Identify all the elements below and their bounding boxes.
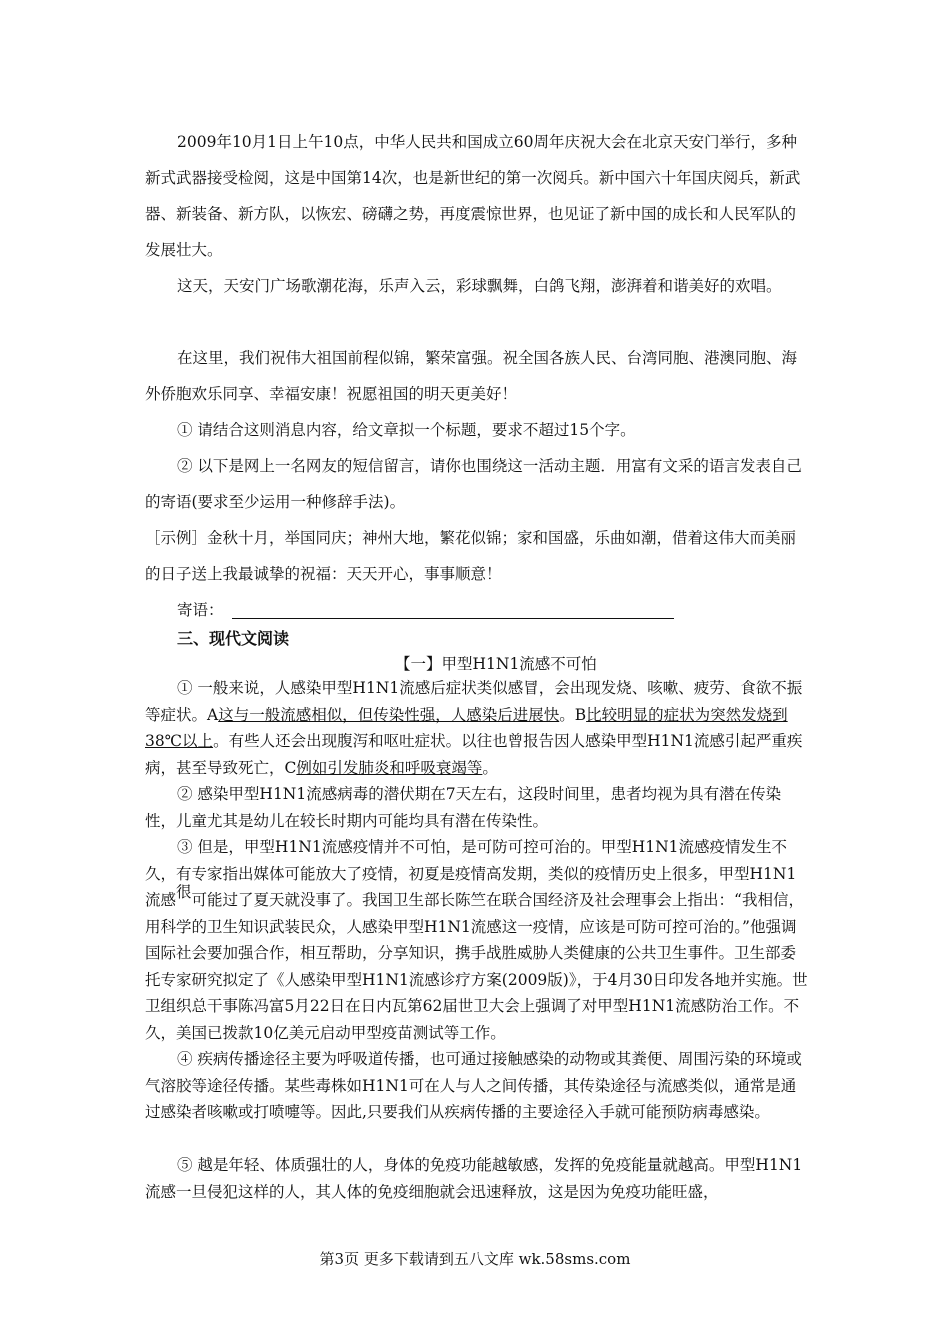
article-paragraph-3: [145, 834, 810, 1046]
underlined-sentence-c: 例如引发肺炎和呼吸衰竭等: [296, 758, 483, 777]
answer-blank-line[interactable]: [232, 600, 674, 619]
section-heading: 三、现代文阅读: [177, 629, 290, 648]
underlined-sentence-a: 这与一般流感相似，但传染性强，人感染后进展快: [218, 705, 560, 724]
underlined-sentence-b: 比较明显的症状为突然发烧到38℃以上: [145, 705, 788, 750]
answer-row: [145, 592, 810, 628]
page-footer: 第3页 更多下载请到五八文库 wk.58sms.com: [319, 1250, 631, 1268]
question-2: ② 以下是网上一名网友的短信留言，请你也围绕这一活动主题．用富有文采的语言发表自己的寄语(要求至少运用一种修辞手法)。: [145, 457, 802, 511]
article-paragraph-1: [145, 675, 810, 781]
article-paragraph-5: ⑤ 越是年轻、体质强壮的人，身体的免疫功能越敏感，发挥的免疫能量就越高。甲型H1N1流感一旦侵犯这样的人，其人体的免疫细胞就会迅速释放，这是因为免疫功能旺盛，: [145, 1156, 803, 1201]
article-paragraph-4: ④ 疾病传播途径主要为呼吸道传播，也可通过接触感染的动物或其粪便、周围污染的环境或气溶胶等途径传播。某些毒株如H1N1可在人与人之间传播，其传染途径与流感类似，通常是通过感染者咳嗽或打喷嚏等。因此,只要我们从疾病传播的主要途径入手就可能预防病毒感染。: [145, 1050, 802, 1121]
p1-text-b: 。B: [559, 705, 587, 724]
news-paragraph-3: 在这里，我们祝伟大祖国前程似锦，繁荣富强。祝全国各族人民、台湾同胞、港澳同胞、海外侨胞欢乐同享、幸福安康！祝愿祖国的明天更美好！: [145, 349, 798, 403]
p3-text-b: 可能过了夏天就没事了。我国卫生部长陈竺在联合国经济及社会理事会上指出：“我相信，用科学的卫生知识武装民众，人感染甲型H1N1流感这一疫情，应该是可防可控可治的。”他强调国际社会要加强合作，相互帮助，分享知识，携手战胜威胁人类健康的公共卫生事件。卫生部委托专家研究拟定了《人感染甲型H1N1流感诊疗方案(2009版)》，于4月30日印发各地并实施。世卫组织总干事陈冯富5月22日在日内瓦第62届世卫大会上强调了对甲型H1N1流感防治工作。不久，美国已拨款10亿美元启动甲型疫苗测试等工作。: [145, 891, 808, 1042]
question-1: ① 请结合这则消息内容，给文章拟一个标题，要求不超过15个字。: [177, 421, 636, 439]
example-text: ［示例］金秋十月，举国同庆；神州大地，繁花似锦；家和国盛，乐曲如潮，借着这伟大而美丽的日子送上我最诚挚的祝福：天天开心，事事顺意！: [145, 529, 797, 583]
p1-text-c: 。有些人还会出现腹泻和呕吐症状。以往也曾报告因人感染甲型H1N1流感引起严重疾病，甚至导致死亡，C: [145, 732, 803, 777]
p3-text-a: ③ 但是，甲型H1N1流感疫情并不可怕，是可防可控可治的。甲型H1N1流感疫情发生不久，有专家指出媒体可能放大了疫情，初夏是疫情高发期，类似的疫情历史上很多，甲型H1N1流感: [145, 838, 797, 909]
answer-label: 寄语：: [177, 601, 224, 619]
p3-raised-char: 很: [176, 883, 192, 901]
article-paragraph-2: ② 感染甲型H1N1流感病毒的潜伏期在7天左右，这段时间里，患者均视为具有潜在传染性，儿童尤其是幼儿在较长时期内可能均具有潜在传染性。: [145, 785, 782, 830]
p1-text-a: ① 一般来说，人感染甲型H1N1流感后症状类似感冒，会出现发烧、咳嗽、疲劳、食欲不振等症状。A: [145, 679, 803, 724]
p1-text-d: 。: [482, 758, 498, 777]
news-paragraph-2: 这天，天安门广场歌潮花海，乐声入云，彩球飘舞，白鸽飞翔，澎湃着和谐美好的欢唱。: [177, 277, 782, 295]
article-title: 【一】甲型H1N1流感不可怕: [395, 655, 597, 673]
news-paragraph-1: 2009年10月1日上午10点，中华人民共和国成立60周年庆祝大会在北京天安门举行，多种新式武器接受检阅，这是中国第14次，也是新世纪的第一次阅兵。新中国六十年国庆阅兵，新武器、新装备、新方队，以恢宏、磅礴之势，再度震惊世界，也见证了新中国的成长和人民军队的发展壮大。: [145, 133, 801, 259]
